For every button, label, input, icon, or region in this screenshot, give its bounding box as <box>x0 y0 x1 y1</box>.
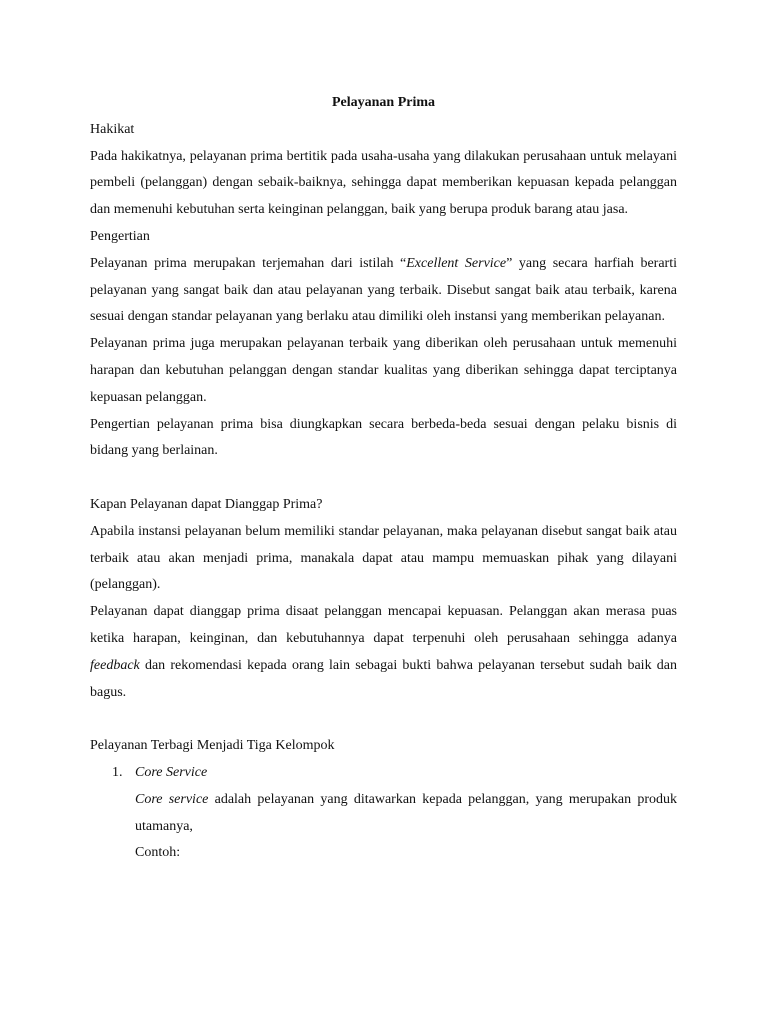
list-item-body <box>135 760 677 867</box>
document-title: Pelayanan Prima <box>331 95 436 110</box>
section-heading-kelompok: Pelayanan Terbagi Menjadi Tiga Kelompok <box>90 738 335 754</box>
text-run: ” yang secara harfiah berarti pelayanan yang sangat baik dan atau pelayanan yang terbaik. Disebut sangat baik atau terbaik, karena sesuai dengan standar pelayanan yang berlaku atau dimiliki oleh instansi yang memberikan pelayanan. <box>90 255 677 325</box>
text-run: Pelayanan prima merupakan terjemahan dari istilah “ <box>90 255 407 271</box>
section-heading-kapan: Kapan Pelayanan dapat Dianggap Prima? <box>90 496 323 512</box>
text-run: adalah pelayanan yang ditawarkan kepada pelanggan, yang merupakan produk utamanya, <box>135 791 677 834</box>
list-item <box>90 760 677 867</box>
paragraph-kapan-1: Apabila instansi pelayanan belum memiliki standar pelayanan, maka pelayanan disebut sangat baik atau terbaik atau akan menjadi prima, manakala dapat atau mampu memuaskan pihak yang dilayani (pelanggan). <box>90 523 677 593</box>
paragraph-pengertian-1 <box>90 251 677 331</box>
italic-term: feedback <box>90 657 140 673</box>
document-content <box>90 90 677 867</box>
list-number: 1. <box>112 764 123 780</box>
italic-term: Core Service <box>135 764 208 780</box>
blank-line <box>90 706 677 733</box>
paragraph-hakikat: Pada hakikatnya, pelayanan prima bertitik pada usaha-usaha yang dilakukan perusahaan untuk melayani pembeli (pelanggan) dengan sebaik-baiknya, sehingga dapat memberikan kepuasan kepada pelanggan dan memenuhi kebutuhan serta keinginan pelanggan, baik yang berupa produk barang atau jasa. <box>90 148 677 218</box>
text-run: dan rekomendasi kepada orang lain sebagai bukti bahwa pelayanan tersebut sudah baik dan bagus. <box>90 657 677 700</box>
paragraph-pengertian-3: Pengertian pelayanan prima bisa diungkapkan secara berbeda-beda sesuai dengan pelaku bisnis di bidang yang berlainan. <box>90 416 677 459</box>
italic-term: Core service <box>135 791 209 807</box>
section-heading-pengertian: Pengertian <box>90 228 150 244</box>
paragraph-pengertian-2: Pelayanan prima juga merupakan pelayanan terbaik yang diberikan oleh perusahaan untuk memenuhi harapan dan kebutuhan pelanggan dengan standar kualitas yang diberikan sehingga dapat terciptanya kepuasan pelanggan. <box>90 336 677 405</box>
list-item-example-label: Contoh: <box>135 845 181 861</box>
list-item-title <box>135 760 677 787</box>
italic-term: Excellent Service <box>406 255 507 271</box>
blank-line <box>90 465 677 492</box>
section-heading-hakikat: Hakikat <box>90 121 135 137</box>
text-run: Pelayanan dapat dianggap prima disaat pelanggan mencapai kepuasan. Pelanggan akan merasa puas ketika harapan, keinginan, dan kebutuhannya dapat terpenuhi oleh perusahaan sehingga adanya <box>90 604 677 646</box>
paragraph-kapan-2 <box>90 599 677 706</box>
list-item-description <box>135 787 677 841</box>
